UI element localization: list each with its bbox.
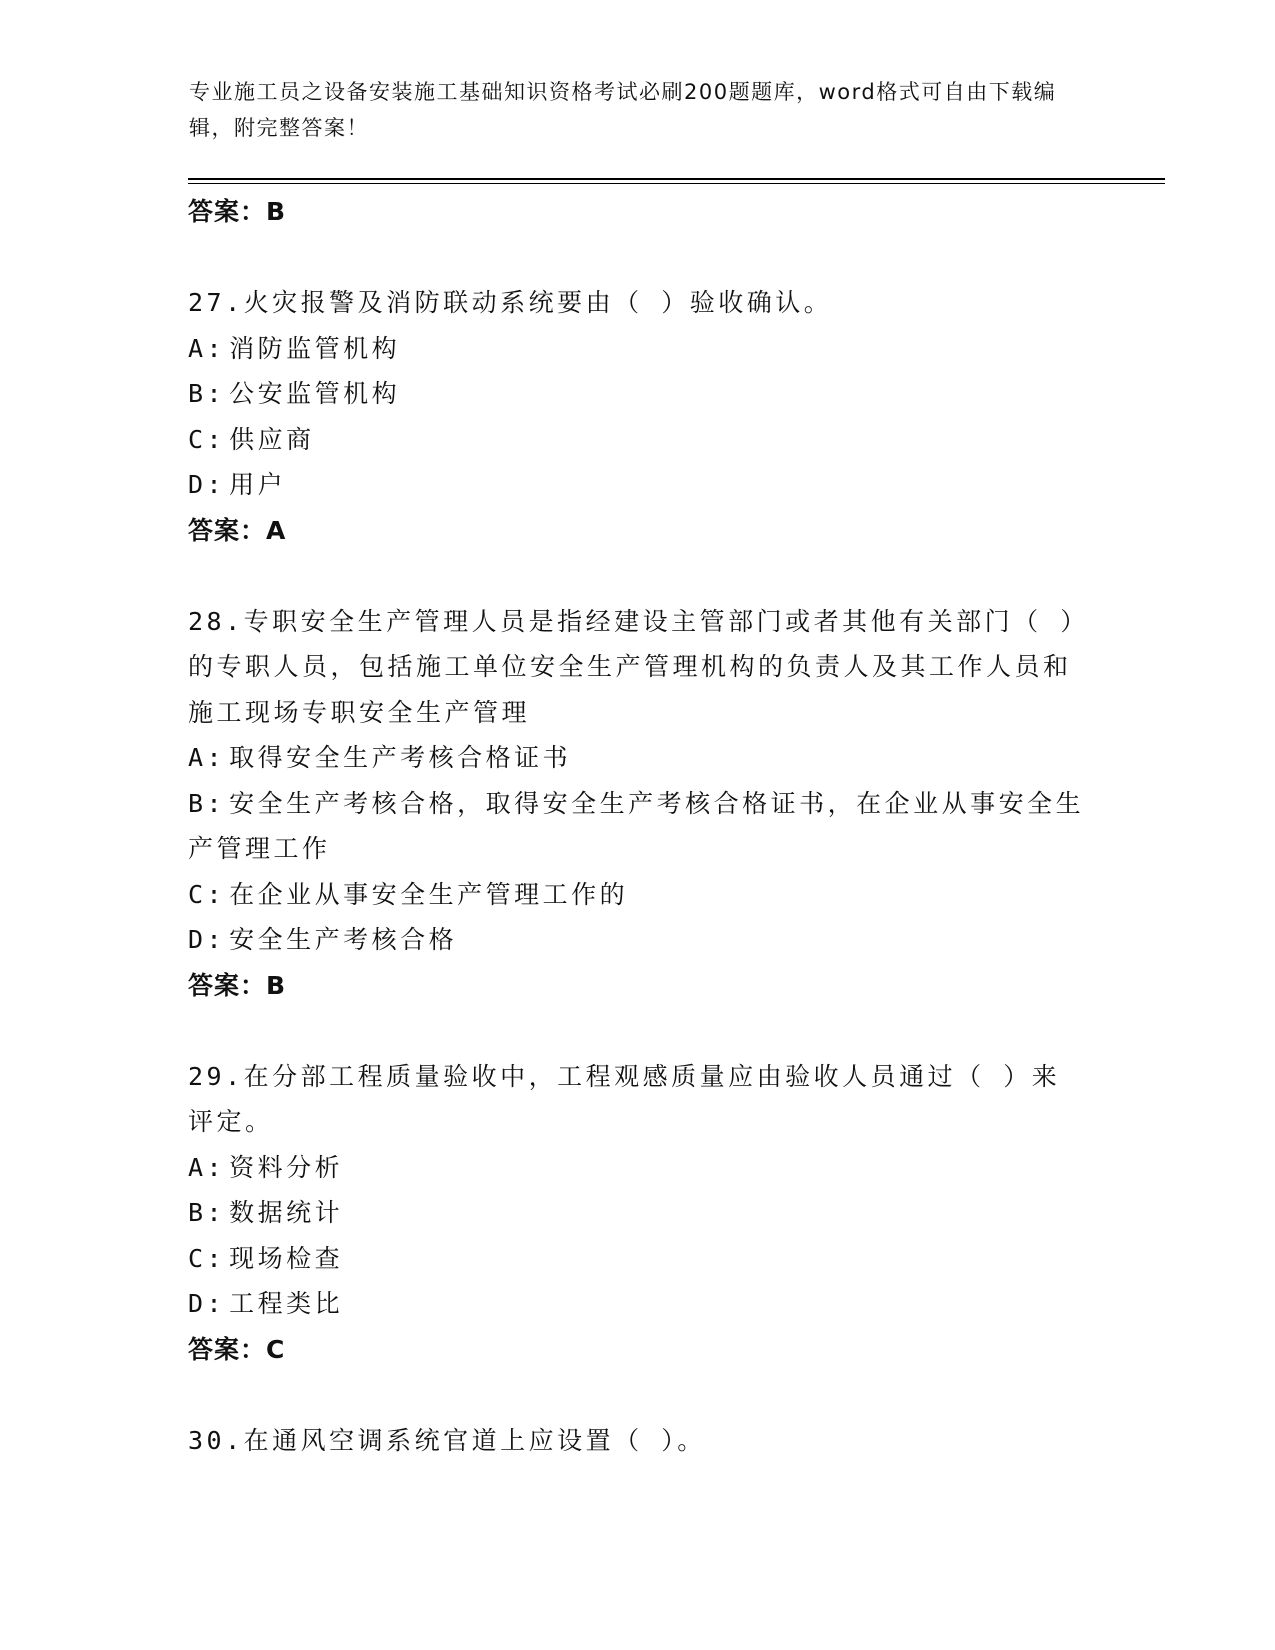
option: D: 用户 xyxy=(188,470,287,499)
option: B: 数据统计 xyxy=(188,1198,344,1227)
option: C: 现场检查 xyxy=(188,1243,344,1273)
option: D: 安全生产考核合格 xyxy=(188,925,458,954)
question-text: 30.在通风空调系统官道上应设置（ ）。 xyxy=(188,1425,706,1455)
answer-line: 答案：A xyxy=(188,515,287,545)
answer-line: 答案：B xyxy=(188,197,287,226)
question-text: 28.专职安全生产管理人员是指经建设主管部门或者其他有关部门（ ）的专职人员，包括施工单位安全生产管理机构的负责人及其工作人员和施工现场专职安全生产管理 xyxy=(188,606,1077,727)
option: C: 在企业从事安全生产管理工作的 xyxy=(188,879,629,909)
option: C: 供应商 xyxy=(188,424,315,454)
question-text: 27.火灾报警及消防联动系统要由（ ）验收确认。 xyxy=(188,288,833,317)
option: B: 公安监管机构 xyxy=(188,379,401,408)
option: A: 取得安全生产考核合格证书 xyxy=(188,743,572,772)
header-rule-thick xyxy=(188,178,1165,180)
document-header: 专业施工员之设备安装施工基础知识资格考试必刷200题题库，word格式可自由下载编辑，附完整答案！ xyxy=(189,80,1057,140)
answer-line: 答案：B xyxy=(188,970,287,1000)
header-rule-thin xyxy=(188,183,1165,184)
question-text: 29.在分部工程质量验收中，工程观感质量应由验收人员通过（ ）来评定。 xyxy=(188,1061,1061,1136)
question-list xyxy=(188,189,1088,1463)
option: D: 工程类比 xyxy=(188,1289,344,1318)
option: A: 资料分析 xyxy=(188,1152,344,1182)
option: B: 安全生产考核合格，取得安全生产考核合格证书，在企业从事安全生产管理工作 xyxy=(188,788,1085,863)
answer-line: 答案：C xyxy=(188,1334,286,1364)
option: A: 消防监管机构 xyxy=(188,333,401,363)
